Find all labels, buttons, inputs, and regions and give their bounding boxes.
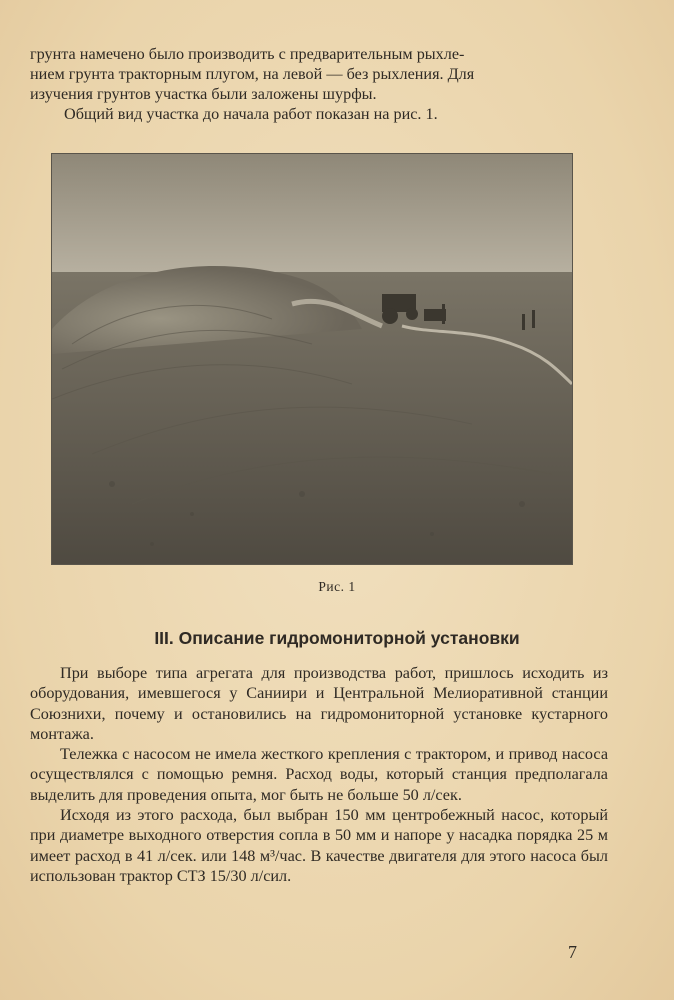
field-photo-illustration xyxy=(52,154,572,564)
figure-caption: Рис. 1 xyxy=(318,579,356,594)
intro-line-2: нием грунта тракторным плугом, на левой — без рыхления. Для xyxy=(30,65,475,83)
intro-text xyxy=(30,44,610,124)
section-heading: III. Описание гидромониторной установки xyxy=(154,628,520,648)
paragraph-3: Исходя из этого расхода, был выбран 150 мм центробежный насос, который при диаметре выходного отверстия сопла в 50 мм и напоре у насадка порядка 25 м имеет расход в 41 л/сек. или 148 м³/час. В качестве двигателя для этого насоса был использован трактор СТЗ 15/30 л/сил. xyxy=(30,806,608,885)
intro-line-3: изучения грунтов участка были заложены шурфы. xyxy=(30,85,377,103)
paragraph-1: При выборе типа агрегата для производства работ, пришлось исходить из оборудования, имевшегося у Саниири и Центральной Мелиоративной станции Союзнихи, почему и остановились на гидромониторной установке кустарного монтажа. xyxy=(30,664,608,743)
page-number: 7 xyxy=(568,942,577,962)
site-photo xyxy=(52,154,572,564)
intro-line-1: грунта намечено было производить с предварительным рыхле- xyxy=(30,45,465,63)
section-body xyxy=(30,663,608,886)
paragraph-2: Тележка с насосом не имела жесткого крепления с трактором, и привод насоса осуществлялся с помощью ремня. Расход воды, который станция предполагала выделить для проведения опыта, мог быть не больше 50 л/сек. xyxy=(30,745,608,804)
figure-reference: Общий вид участка до начала работ показан на рис. 1. xyxy=(64,105,438,123)
